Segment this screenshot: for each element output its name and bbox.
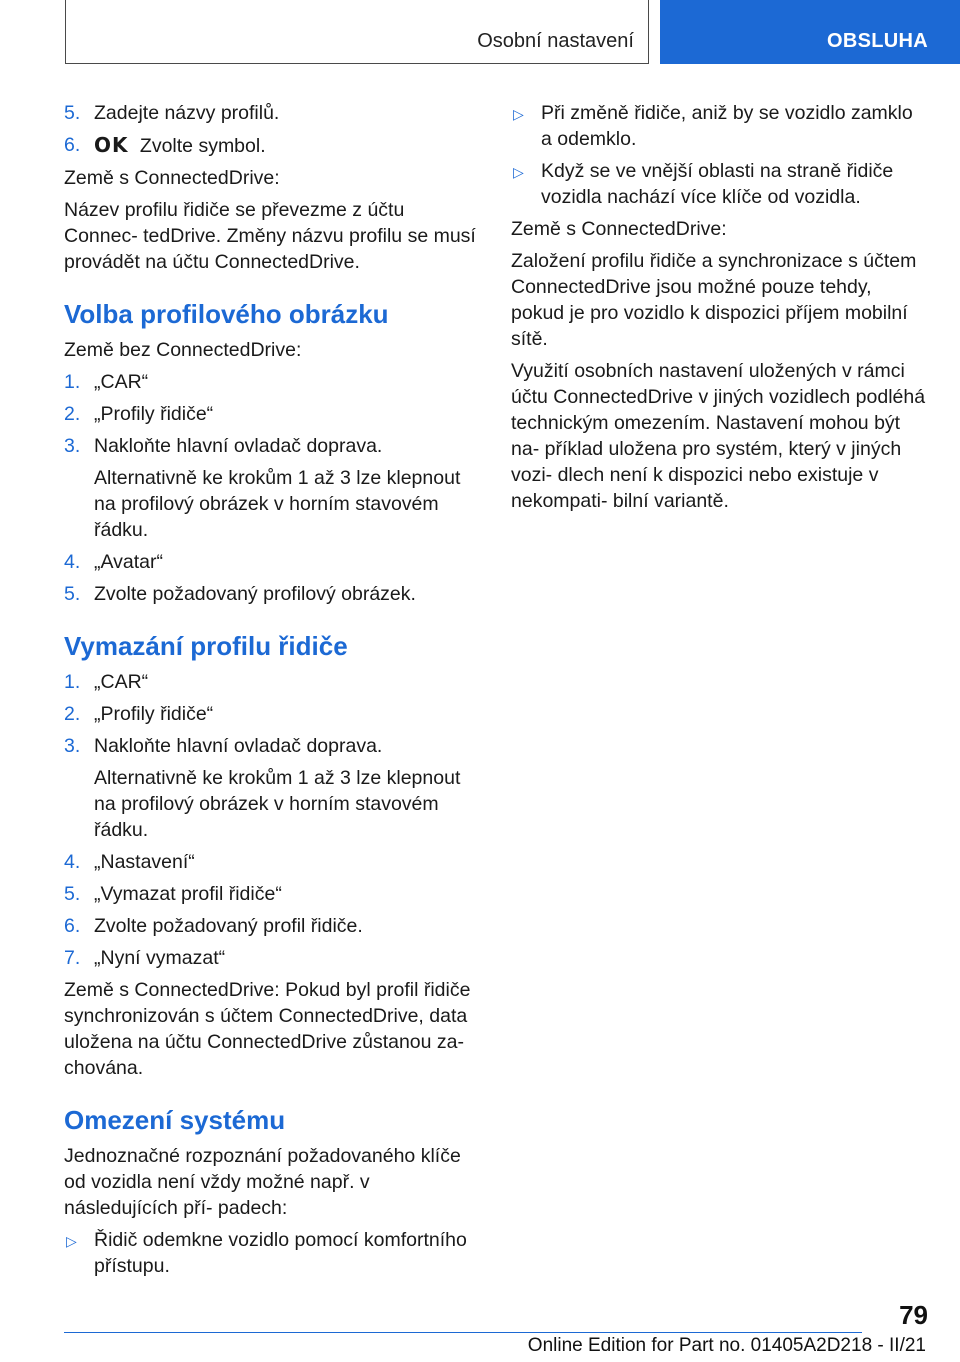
heading-profile-photo: Volba profilového obrázku bbox=[64, 299, 389, 329]
page-number: 79 bbox=[899, 1300, 928, 1330]
step-text: „Vymazat profil řidiče“ bbox=[94, 883, 282, 905]
edition-note: Online Edition for Part no. 01405A2D218 - II/21 bbox=[527, 1335, 926, 1356]
list-item bbox=[64, 581, 478, 607]
photo-steps bbox=[64, 369, 478, 607]
step-number: 7. bbox=[64, 947, 81, 969]
paragraph: Země s ConnectedDrive: Pokud byl profil řidiče synchronizován s účtem ConnectedDrive, data uložena na účtu ConnectedDrive zůstanou za‐ chována. bbox=[64, 979, 471, 1079]
bullet-text: Když se ve vnější oblasti na straně řidiče vozidla nachází více klíče od vozidla. bbox=[541, 160, 894, 208]
paragraph: Jednoznačné rozpoznání požadovaného klíče od vozidla není vždy možné např. v následujících pří‐ padech: bbox=[64, 1145, 461, 1219]
step-text: „Profily řidiče“ bbox=[94, 403, 214, 425]
limit-bullets bbox=[64, 1227, 478, 1279]
step-number: 4. bbox=[64, 551, 81, 573]
list-item bbox=[64, 913, 478, 939]
step-text: Zvolte symbol. bbox=[139, 135, 266, 157]
list-item bbox=[64, 401, 478, 427]
paragraph: Země bez ConnectedDrive: bbox=[64, 339, 302, 361]
bullet-text: Řidič odemkne vozidlo pomocí komfortního přístupu. bbox=[94, 1229, 467, 1277]
heading-delete-profile: Vymazání profilu řidiče bbox=[64, 631, 348, 661]
step-text: Nakloňte hlavní ovladač doprava. bbox=[94, 735, 383, 757]
step-text: Zvolte požadovaný profil řidiče. bbox=[94, 915, 363, 937]
step-number: 2. bbox=[64, 703, 81, 725]
step-text: Zvolte požadovaný profilový obrázek. bbox=[94, 583, 416, 605]
list-item bbox=[64, 1227, 478, 1279]
list-item bbox=[511, 100, 927, 152]
intro-steps bbox=[64, 100, 478, 159]
step-text: „Nyní vymazat“ bbox=[94, 947, 226, 969]
list-item bbox=[64, 945, 478, 971]
step-text: „CAR“ bbox=[94, 371, 149, 393]
triangle-right-icon: ▷ bbox=[513, 164, 524, 180]
bullet-text: Při změně řidiče, aniž by se vozidlo zamklo a odemklo. bbox=[541, 102, 913, 150]
list-item bbox=[64, 849, 478, 875]
step-text: „Nastavení“ bbox=[94, 851, 195, 873]
triangle-right-icon: ▷ bbox=[513, 106, 524, 122]
left-column bbox=[64, 100, 478, 1285]
step-text: „CAR“ bbox=[94, 671, 149, 693]
list-item bbox=[64, 549, 478, 575]
step-text: Nakloňte hlavní ovladač doprava. bbox=[94, 435, 383, 457]
step-number: 3. bbox=[64, 735, 81, 757]
list-item bbox=[64, 669, 478, 695]
step-number: 6. bbox=[64, 915, 81, 937]
paragraph: Název profilu řidiče se převezme z účtu Connec‐ tedDrive. Změny názvu profilu se musí provádět na účtu ConnectedDrive. bbox=[64, 199, 476, 273]
step-number: 4. bbox=[64, 851, 81, 873]
step-number: 1. bbox=[64, 671, 81, 693]
triangle-right-icon: ▷ bbox=[66, 1233, 77, 1249]
heading-system-limits: Omezení systému bbox=[64, 1105, 286, 1135]
step-text: Zadejte názvy profilů. bbox=[94, 102, 280, 124]
chapter-tab-label: OBSLUHA bbox=[827, 30, 928, 52]
step-number: 1. bbox=[64, 371, 81, 393]
list-item bbox=[511, 158, 927, 210]
step-note: Alternativně ke krokům 1 až 3 lze klepnout na profilový obrázek v horním stavovém řádku. bbox=[94, 467, 461, 541]
section-title-box bbox=[65, 0, 649, 64]
paragraph: Založení profilu řidiče a synchronizace s účtem ConnectedDrive jsou možné pouze tehdy, pokud je pro vozidlo k dispozici příjem mobilní sítě. bbox=[511, 250, 917, 350]
footer-divider bbox=[64, 1332, 862, 1333]
limit-bullets-continued bbox=[511, 100, 927, 210]
paragraph: Využití osobních nastavení uložených v rámci účtu ConnectedDrive v jiných vozidlech podléhá technickým omezením. Nastavení mohou být na‐ příklad uložena pro systém, který v jiných vozi‐ dlech není k dispozici nebo existuje v nekompati‐ bilní variantě. bbox=[511, 360, 926, 512]
list-item bbox=[64, 369, 478, 395]
step-note: Alternativně ke krokům 1 až 3 lze klepnout na profilový obrázek v horním stavovém řádku. bbox=[94, 767, 461, 841]
paragraph: Země s ConnectedDrive: bbox=[511, 218, 727, 240]
list-item bbox=[64, 733, 478, 843]
delete-steps bbox=[64, 669, 478, 971]
list-item bbox=[64, 433, 478, 543]
ok-icon: OK bbox=[94, 133, 129, 157]
step-number: 6. bbox=[64, 134, 81, 156]
list-item bbox=[64, 100, 478, 126]
step-number: 3. bbox=[64, 435, 81, 457]
step-number: 5. bbox=[64, 883, 81, 905]
chapter-tab[interactable] bbox=[660, 0, 960, 64]
page-header bbox=[0, 0, 960, 66]
step-text: „Profily řidiče“ bbox=[94, 703, 214, 725]
list-item bbox=[64, 132, 478, 159]
section-title: Osobní nastavení bbox=[477, 30, 634, 52]
step-number: 5. bbox=[64, 583, 81, 605]
step-number: 2. bbox=[64, 403, 81, 425]
list-item bbox=[64, 881, 478, 907]
step-text: „Avatar“ bbox=[94, 551, 163, 573]
paragraph: Země s ConnectedDrive: bbox=[64, 167, 280, 189]
list-item bbox=[64, 701, 478, 727]
step-number: 5. bbox=[64, 102, 81, 124]
right-column bbox=[511, 100, 927, 520]
